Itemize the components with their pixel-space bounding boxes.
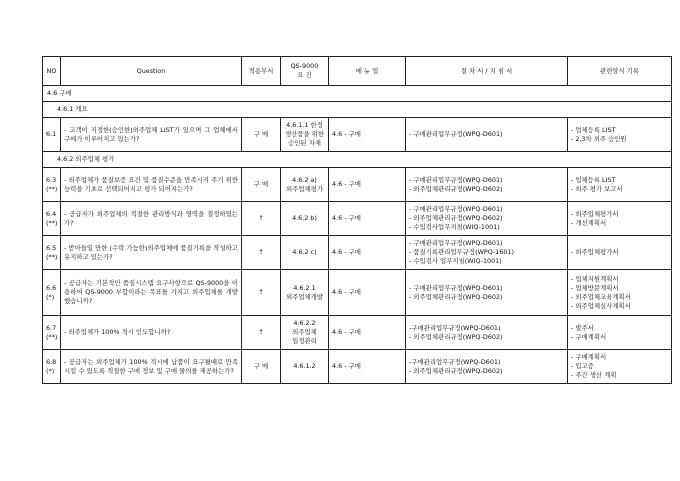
form-line: - 주간 생산 계획 xyxy=(571,371,617,379)
form-line: - 외주 평가 보고서 xyxy=(571,184,623,193)
row-question: - 외주업체가 100% 적시 인도합니까? xyxy=(61,316,242,350)
row-manual: 4.6 - 구매 xyxy=(329,270,406,316)
requirement-line: 외주업체 xyxy=(292,328,317,336)
subsection-supplier-evaluation-row xyxy=(43,152,672,168)
requirement-line: 4.6.2 c) xyxy=(292,248,317,256)
procedure-line: - 품질기록관리업무규정(WPQ-1601) xyxy=(409,248,515,256)
procedure-line: - 수입검사 업무지침(WIQ-1001) xyxy=(409,257,502,265)
row-manual: 4.6 - 구매 xyxy=(329,236,406,270)
form-line: - 업체지원계획서 xyxy=(571,274,619,283)
header-qs-line2: 요 건 xyxy=(297,71,312,79)
row-number-value: 6.1 xyxy=(46,130,57,138)
form-line: - 구매계획서 xyxy=(571,332,607,341)
row-question: - 외주업체가 품질보증 요건 및 품질수준을 만족시켜 주기 위한 능력을 기초로 선택되어지고 평가 되어지는가? xyxy=(61,168,242,202)
row-number xyxy=(43,350,61,384)
row-forms xyxy=(568,270,672,316)
procedure-line: - 구매관리업무규정(WPQ-D601) xyxy=(409,175,503,184)
row-department: 구 매 xyxy=(242,350,281,384)
row-procedures xyxy=(406,316,568,350)
requirement-line: 외주업체개발 xyxy=(285,292,324,301)
form-line: - 발주서 xyxy=(571,323,594,332)
section-title-row xyxy=(43,86,672,102)
table-row xyxy=(43,350,672,384)
procedure-line: - 구매관리업무규정(WPQ-D601) xyxy=(409,130,503,138)
procedure-line: - 수입검사업무지침(WIQ-1001) xyxy=(409,223,500,231)
form-line: - 업체방문계획서 xyxy=(571,283,619,292)
section-title: 4.6 구매 xyxy=(43,86,672,102)
requirement-line: 승인된 자재 xyxy=(288,139,321,147)
row-forms xyxy=(568,168,672,202)
row-number-value: 6.7 xyxy=(46,323,57,332)
procedure-line: -구매관리업무규정(WPQ-D601) xyxy=(409,357,501,366)
row-department: 구 매 xyxy=(242,168,281,202)
row-procedures xyxy=(406,350,568,384)
row-forms xyxy=(568,202,672,236)
row-manual: 4.6 - 구매 xyxy=(329,202,406,236)
table-row xyxy=(43,118,672,152)
header-row xyxy=(43,57,672,86)
row-number xyxy=(43,316,61,350)
form-line: - 입고증 xyxy=(571,362,594,370)
row-procedures xyxy=(406,118,568,152)
form-line: - 업체등록 LIST xyxy=(571,125,616,134)
row-number-mark: (**) xyxy=(46,252,58,261)
table-row xyxy=(43,316,672,350)
row-department: ↑ xyxy=(242,236,281,270)
row-number-mark: (**) xyxy=(46,332,58,341)
requirement-line: 외주업체평가 xyxy=(285,184,324,193)
procedure-line: - 구매관리업무규정(WPQ-D601) xyxy=(409,205,503,213)
form-line: - 2,3차 외주 승인원 xyxy=(571,134,627,143)
row-procedures xyxy=(406,270,568,316)
header-forms: 관련양식 기록 xyxy=(568,57,672,86)
row-department: 구 매 xyxy=(242,118,281,152)
procedure-line: -구매관리업무규정(WPQ-D601) xyxy=(409,323,501,332)
table-row xyxy=(43,202,672,236)
row-question: - 공급자는 외주업체가 100% 적시에 납품이 요구될때로 만족시킬 수 있도록 적절한 구매 정보 및 구매 물의를 제공하는가? xyxy=(61,350,242,384)
row-number xyxy=(43,118,61,152)
row-manual: 4.6 - 구매 xyxy=(329,118,406,152)
row-requirement xyxy=(281,202,329,236)
row-forms xyxy=(568,118,672,152)
header-question: Question xyxy=(61,57,242,86)
requirement-line: 4.6.2.2 xyxy=(293,319,316,327)
row-number-mark: (**) xyxy=(46,218,58,227)
form-line: - 개선계획서 xyxy=(571,218,607,227)
header-qs-requirement xyxy=(281,57,329,86)
subsection-overview: 4.6.1 개요 xyxy=(43,102,672,118)
procedure-line: - 외주업체관리규정(WPQ-D602) xyxy=(409,332,503,341)
requirement-line: 4.6.2.1 xyxy=(293,283,316,292)
header-dept: 적용부서 xyxy=(242,57,281,86)
procedure-line: - 구매관리업무규정(WPQ-D601) xyxy=(409,239,503,247)
requirement-line: 4.6.1.1 한정 xyxy=(286,121,323,129)
row-manual: 4.6 - 구매 xyxy=(329,168,406,202)
row-department: ↑ xyxy=(242,270,281,316)
row-manual: 4.6 - 구매 xyxy=(329,316,406,350)
row-number-mark: (*) xyxy=(46,366,55,375)
requirement-line: 일정관리 xyxy=(292,337,317,345)
form-line: - 외주업체평가서 xyxy=(571,209,619,218)
row-question: - 고객이 지정한(승인한)외주업체 LIST가 있으며 그 업체에서 구매가 이루어지고 있는가? xyxy=(61,118,242,152)
requirement-line: 생산품을 위한 xyxy=(284,130,325,138)
row-requirement xyxy=(281,270,329,316)
header-qs-line1: QS-9000 xyxy=(290,62,319,70)
procedure-line: - 외주업체관리규정(WPQ-D602) xyxy=(409,184,503,193)
form-line: - 외주업체평가서 xyxy=(571,248,619,256)
header-manual: 메 뉴 얼 xyxy=(329,57,406,86)
audit-checklist-table xyxy=(42,56,672,384)
row-number-mark: (**) xyxy=(46,184,58,193)
row-procedures xyxy=(406,202,568,236)
subsection-overview-row xyxy=(43,102,672,118)
row-number xyxy=(43,202,61,236)
requirement-line: 4.6.2 b) xyxy=(292,214,317,222)
row-number xyxy=(43,236,61,270)
row-department: ↑ xyxy=(242,202,281,236)
row-requirement xyxy=(281,168,329,202)
row-number-value: 6.5 xyxy=(46,243,57,252)
row-number-value: 6.3 xyxy=(46,175,57,184)
table-row xyxy=(43,168,672,202)
procedure-line: - 외주업체관리규정(WPQ-D602) xyxy=(409,292,503,301)
row-question: - 공급자는 기본적인 품질시스템 요구사항으로 QS-9000을 이용하여 QS-9000 부합이라는 목표를 가지고 외주업체를 개발 했습니까? xyxy=(61,270,242,316)
row-number-value: 6.4 xyxy=(46,209,57,218)
row-forms xyxy=(568,350,672,384)
subsection-supplier-evaluation: 4.6.2 외주업체 평가 xyxy=(43,152,672,168)
header-procedure: 절 차 서 / 지 침 서 xyxy=(406,57,568,86)
table-row xyxy=(43,270,672,316)
procedure-line: - 외주업체관리규정(WPQ-D602) xyxy=(409,366,503,375)
row-procedures xyxy=(406,236,568,270)
row-department: ↑ xyxy=(242,316,281,350)
header-no: NO xyxy=(43,57,61,86)
row-procedures xyxy=(406,168,568,202)
row-manual: 4.6 - 구매 xyxy=(329,350,406,384)
row-requirement xyxy=(281,118,329,152)
table-row xyxy=(43,236,672,270)
row-number-value: 6.6 xyxy=(46,283,57,292)
row-number xyxy=(43,168,61,202)
form-line: - 외주업체실사계획서 xyxy=(571,301,631,310)
requirement-line: 4.6.1.2 xyxy=(293,362,316,370)
row-question: - 공급자가 외주업체의 적절한 관리방식과 영역을 결정하였는가? xyxy=(61,202,242,236)
row-number-mark: (*) xyxy=(46,292,55,301)
row-forms xyxy=(568,316,672,350)
row-question: - 받아들일 만한 (수락 가능한)외주업체에 품질기록을 작성하고 유지하고 있는가? xyxy=(61,236,242,270)
form-line: - 외주업체교육계획서 xyxy=(571,292,631,301)
form-line: - 업체등록 LIST xyxy=(571,175,616,184)
row-requirement xyxy=(281,316,329,350)
row-requirement xyxy=(281,236,329,270)
requirement-line: 4.6.2 a) xyxy=(292,175,317,184)
procedure-line: - 구매관리업무규정(WPQ-D601) xyxy=(409,283,503,292)
row-number xyxy=(43,270,61,316)
row-requirement xyxy=(281,350,329,384)
row-forms xyxy=(568,236,672,270)
form-line: - 구매계획서 xyxy=(571,353,607,361)
row-number-value: 6.8 xyxy=(46,357,57,366)
procedure-line: - 외주업체관리규정(WPQ-D602) xyxy=(409,214,503,222)
